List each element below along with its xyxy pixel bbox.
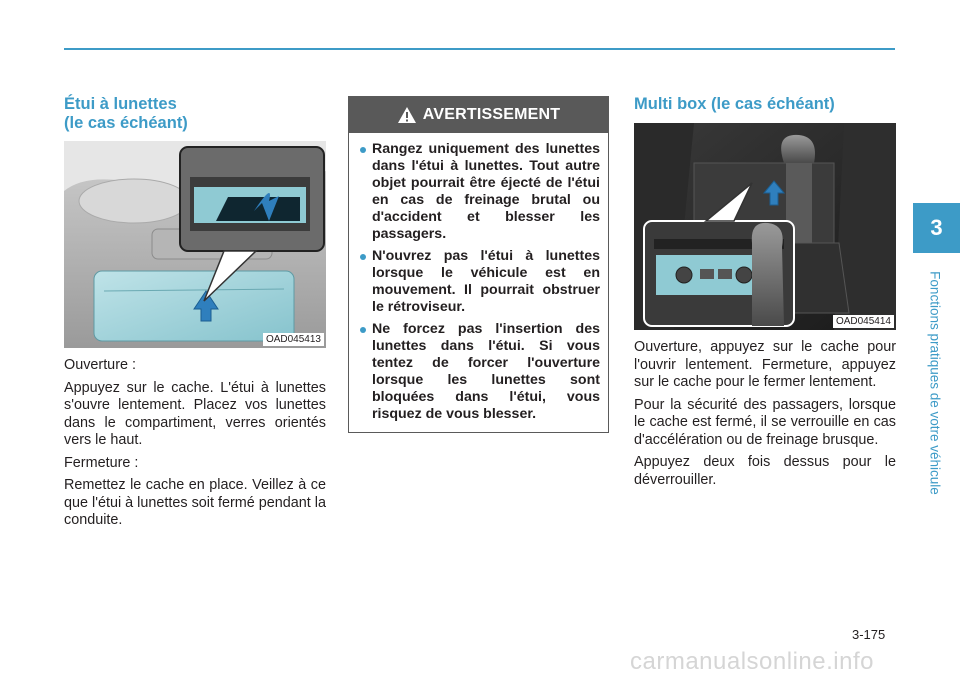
heading-line-2: (le cas échéant)	[64, 114, 188, 132]
warning-item-text: Ne forcez pas l'insertion des lunettes dans l'étui. Si vous tentez de forcer l'ouverture lorsque les lunettes sont bloquées dans l'étui, vous risquez de vous blesser.	[372, 321, 600, 422]
heading-line-1: Étui à lunettes	[64, 95, 177, 113]
warning-item	[361, 321, 600, 423]
figure-code: OAD045413	[263, 333, 324, 346]
warning-item-text: Rangez uniquement des lunettes dans l'étui à lunettes. Tout autre objet pourrait être éjecté de l'étui en cas de freinage brutal ou d'accident et blesser les passagers.	[372, 141, 600, 242]
warning-list	[349, 133, 608, 423]
chapter-tab	[913, 203, 960, 253]
warning-header	[349, 97, 608, 133]
paragraph: Remettez le cache en place. Veillez à ce que l'étui à lunettes soit fermé pendant la conduite.	[64, 477, 326, 528]
paragraph: Pour la sécurité des passagers, lorsque le cache est fermé, il se verrouille en cas d'accélération ou de freinage brusque.	[634, 396, 896, 448]
bullet-icon	[360, 147, 366, 153]
chapter-side-label	[920, 258, 950, 508]
paragraph: Appuyez deux fois dessus pour le déverrouiller.	[634, 454, 896, 488]
figure-code: OAD045414	[833, 315, 894, 328]
bullet-icon	[360, 254, 366, 260]
paragraph: Ouverture, appuyez sur le cache pour l'ouvrir lentement. Fermeture, appuyez sur le cache pour le fermer lentement.	[634, 339, 896, 390]
multi-box-text	[634, 339, 896, 494]
glasses-holder-heading	[64, 95, 334, 133]
multi-box-illustration	[634, 123, 896, 330]
bullet-icon	[360, 327, 366, 333]
chapter-title: Fonctions pratiques de votre véhicule	[927, 271, 943, 495]
warning-box	[348, 96, 609, 433]
paragraph: Fermeture :	[64, 454, 139, 471]
paragraph: Ouverture :	[64, 357, 136, 373]
watermark: carmanualsonline.info	[630, 648, 874, 675]
top-rule	[64, 48, 895, 50]
multi-box-figure	[634, 123, 896, 330]
glasses-holder-figure	[64, 141, 326, 348]
warning-triangle-icon	[397, 106, 417, 124]
glasses-holder-text	[64, 357, 326, 535]
multi-box-heading: Multi box (le cas échéant)	[634, 95, 835, 113]
chapter-number: 3	[930, 215, 943, 240]
page-number: 3-175	[852, 627, 886, 642]
warning-title: AVERTISSEMENT	[422, 106, 561, 123]
warning-item	[361, 141, 600, 243]
warning-item	[361, 248, 600, 316]
paragraph: Appuyez sur le cache. L'étui à lunettes s'ouvre lentement. Placez vos lunettes dans le compartiment, verres orientés vers le haut.	[64, 379, 326, 448]
glasses-holder-illustration	[64, 141, 326, 348]
warning-item-text: N'ouvrez pas l'étui à lunettes lorsque le véhicule est en mouvement. Il pourrait obstruer le rétroviseur.	[372, 248, 600, 315]
